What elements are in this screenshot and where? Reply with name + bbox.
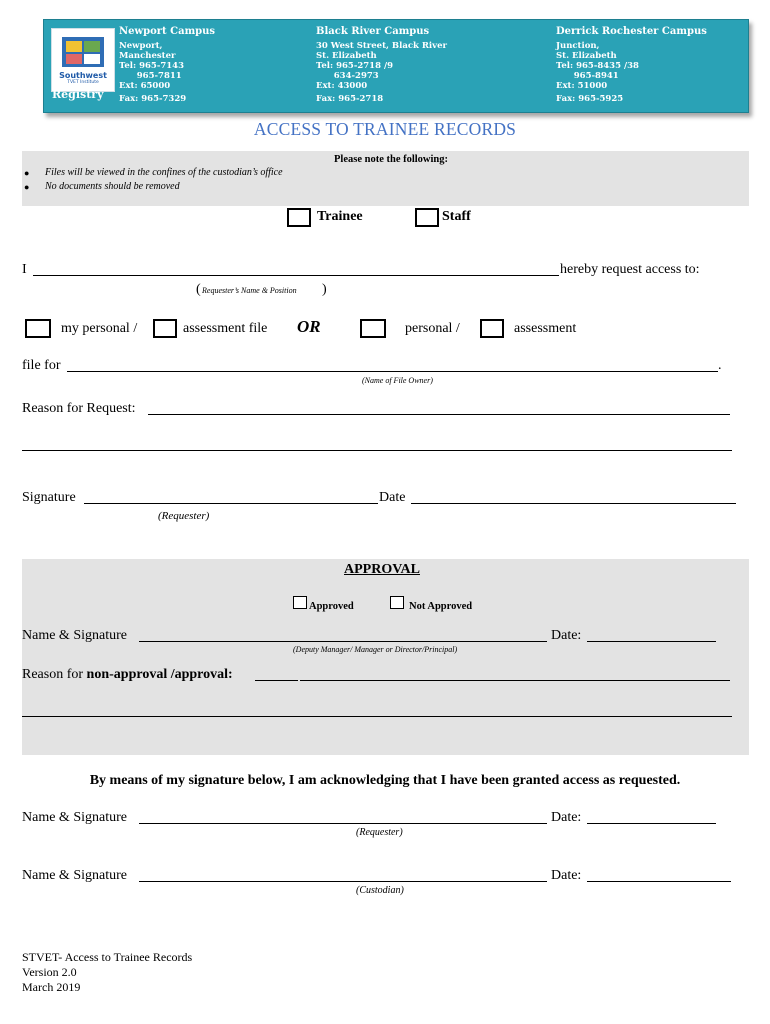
signature-caption: (Requester) (158, 510, 210, 522)
approval-date-field[interactable] (587, 641, 716, 642)
campus-phone: Tel: 965-7143 (119, 61, 185, 71)
campus-phone: Tel: 965-8435 /38 (556, 61, 639, 71)
requester-name-signature-label: Name & Signature (22, 810, 127, 825)
custodian-date-label: Date: (551, 868, 582, 883)
acknowledgement-statement: By means of my signature below, I am acknowledging that I have been granted access as requested. (89, 773, 681, 788)
campus-address-line: Manchester (119, 51, 176, 61)
staff-label: Staff (442, 209, 471, 224)
assessment-label: assessment (514, 321, 577, 336)
footer-version: Version 2.0 (22, 965, 77, 979)
campus-name: Black River Campus (316, 26, 430, 37)
reason-field-line-1[interactable] (148, 414, 730, 415)
approval-reason-bold: non-approval /approval: (86, 667, 233, 682)
header-banner (43, 19, 749, 113)
approval-heading: APPROVAL (344, 562, 420, 577)
campus-ext: Ext: 51000 (556, 81, 608, 91)
caption-close-paren: ) (322, 282, 327, 297)
campus-fax: Fax: 965-5925 (556, 94, 624, 104)
requester-ack-caption: (Requester) (356, 827, 403, 838)
approver-name-signature-label: Name & Signature (22, 628, 127, 643)
campus-address-line: 30 West Street, Black River (316, 41, 447, 51)
campus-ext: Ext: 43000 (316, 81, 368, 91)
requester-ack-signature-field[interactable] (139, 823, 547, 824)
reason-label: Reason for Request: (22, 401, 136, 416)
reason-field-line-2[interactable] (22, 450, 732, 451)
assessment-checkbox[interactable] (480, 319, 504, 338)
trainee-label: Trainee (317, 209, 363, 224)
trainee-checkbox[interactable] (287, 208, 311, 227)
my-personal-label: my personal / (61, 321, 138, 336)
campus-name: Newport Campus (119, 26, 216, 37)
approval-reason-field-line-2[interactable] (22, 716, 732, 717)
approval-date-label: Date: (551, 628, 582, 643)
footer-doc-name: STVET- Access to Trainee Records (22, 950, 193, 964)
approval-reason-prefix: Reason for (22, 667, 87, 682)
campus-address-line: St. Elizabeth (316, 51, 377, 61)
custodian-caption: (Custodian) (356, 885, 404, 896)
campus-fax: Fax: 965-2718 (316, 94, 384, 104)
request-suffix: hereby request access to: (560, 262, 700, 277)
campus-name: Derrick Rochester Campus (556, 26, 707, 37)
approval-reason-underline (255, 680, 298, 681)
campus-fax: Fax: 965-7329 (119, 94, 187, 104)
approval-box (22, 559, 749, 755)
approver-name-signature-field[interactable] (139, 641, 547, 642)
file-owner-caption: (Name of File Owner) (362, 376, 433, 385)
approval-reason-label (22, 667, 233, 683)
campus-address-line: Junction, (556, 41, 600, 51)
logo-name: Southwest (59, 71, 107, 80)
custodian-date-field[interactable] (587, 881, 731, 882)
or-label: OR (297, 317, 321, 336)
requester-caption: Requester’s Name & Position (202, 286, 297, 295)
note-item: Files will be viewed in the confines of the custodian’s office (45, 167, 283, 178)
approved-label: Approved (309, 601, 354, 612)
signature-date-field[interactable] (411, 503, 736, 504)
registry-label: Registry (52, 88, 104, 101)
campus-phone: Tel: 965-2718 /9 (316, 61, 393, 71)
my-personal-checkbox[interactable] (25, 319, 51, 338)
page-title: ACCESS TO TRAINEE RECORDS (253, 119, 517, 139)
assessment-file-checkbox[interactable] (153, 319, 177, 338)
approval-reason-field-line-1[interactable] (300, 680, 730, 681)
campus-address-line: Newport, (119, 41, 163, 51)
campus-ext: Ext: 65000 (119, 81, 171, 91)
file-for-label: file for (22, 358, 61, 373)
institute-logo (51, 28, 115, 92)
file-for-period: . (718, 358, 722, 373)
bullet-icon: ● (24, 168, 30, 178)
campus-phone: 965-8941 (556, 71, 619, 81)
assessment-file-label: assessment file (183, 321, 268, 336)
not-approved-label: Not Approved (409, 601, 473, 612)
request-prefix: I (22, 262, 27, 277)
bullet-icon: ● (24, 182, 30, 192)
signature-label: Signature (22, 490, 76, 505)
logo-subtitle: TVET Institute (67, 80, 99, 85)
requester-ack-date-field[interactable] (587, 823, 716, 824)
campus-address-line: St. Elizabeth (556, 51, 617, 61)
caption-open-paren: ( (196, 282, 201, 297)
personal-label: personal / (405, 321, 460, 336)
campus-phone: 634-2973 (316, 71, 379, 81)
custodian-name-signature-label: Name & Signature (22, 868, 127, 883)
campus-phone: 965-7811 (119, 71, 182, 81)
file-owner-field[interactable] (67, 371, 718, 372)
requester-ack-date-label: Date: (551, 810, 582, 825)
approved-checkbox[interactable] (293, 596, 307, 609)
custodian-signature-field[interactable] (139, 881, 547, 882)
signature-date-label: Date (379, 490, 406, 505)
staff-checkbox[interactable] (415, 208, 439, 227)
note-item: No documents should be removed (45, 181, 180, 192)
personal-checkbox[interactable] (360, 319, 386, 338)
approver-caption: (Deputy Manager/ Manager or Director/Principal) (293, 645, 458, 654)
requester-name-field[interactable] (33, 275, 559, 276)
footer-date: March 2019 (22, 980, 81, 994)
requester-signature-field[interactable] (84, 503, 378, 504)
note-heading: Please note the following: (334, 154, 449, 165)
not-approved-checkbox[interactable] (390, 596, 404, 609)
